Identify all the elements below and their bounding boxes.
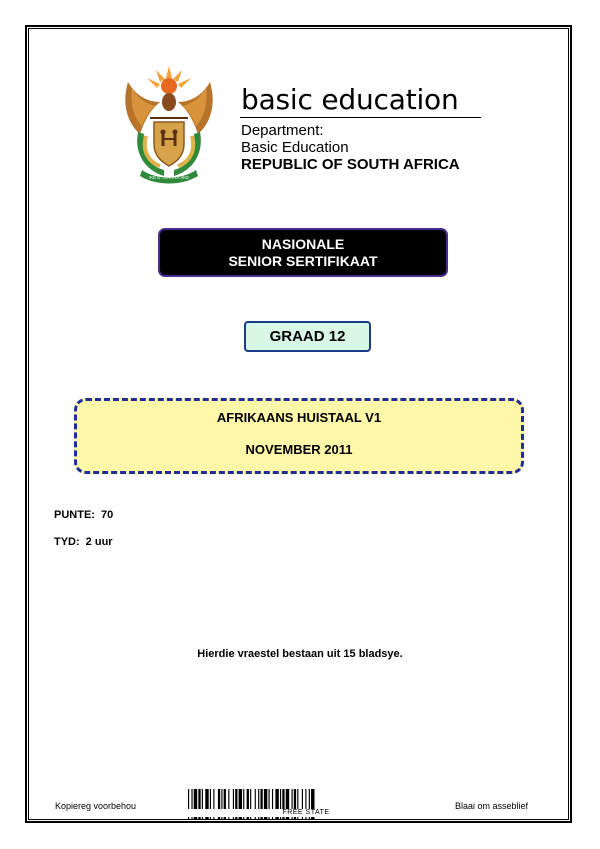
marks-label: PUNTE: — [54, 509, 95, 521]
certificate-banner — [158, 228, 448, 277]
certificate-line1: NASIONALE — [261, 236, 345, 252]
motto-text: !KE E: /XARRA //KE — [148, 175, 190, 180]
marks-row — [54, 509, 113, 521]
certificate-line2: SENIOR SERTIFIKAAT — [228, 253, 378, 269]
department-name: Basic Education — [241, 139, 349, 156]
country-name: REPUBLIC OF SOUTH AFRICA — [241, 156, 460, 173]
turn-over-notice: Blaai om asseblief — [455, 801, 529, 811]
barcode-label: FREE STATE — [186, 809, 426, 817]
subject-title: AFRIKAANS HUISTAAL V1 — [216, 410, 382, 425]
time-label: TYD: — [54, 536, 80, 548]
coat-of-arms-logo — [120, 62, 218, 184]
page-count-note: Hierdie vraestel bestaan uit 15 bladsye. — [197, 648, 403, 660]
brand-name: basic education — [241, 83, 459, 116]
time-value: 2 uur — [85, 536, 113, 548]
marks-value: 70 — [100, 509, 114, 521]
copyright-notice: Kopiereg voorbehou — [55, 801, 137, 811]
time-row — [54, 536, 113, 548]
brand-underline — [240, 117, 481, 118]
subject-box — [74, 398, 524, 474]
department-label: Department: — [241, 122, 324, 139]
exam-session: NOVEMBER 2011 — [245, 442, 353, 457]
grade-badge: GRAAD 12 — [244, 321, 371, 352]
